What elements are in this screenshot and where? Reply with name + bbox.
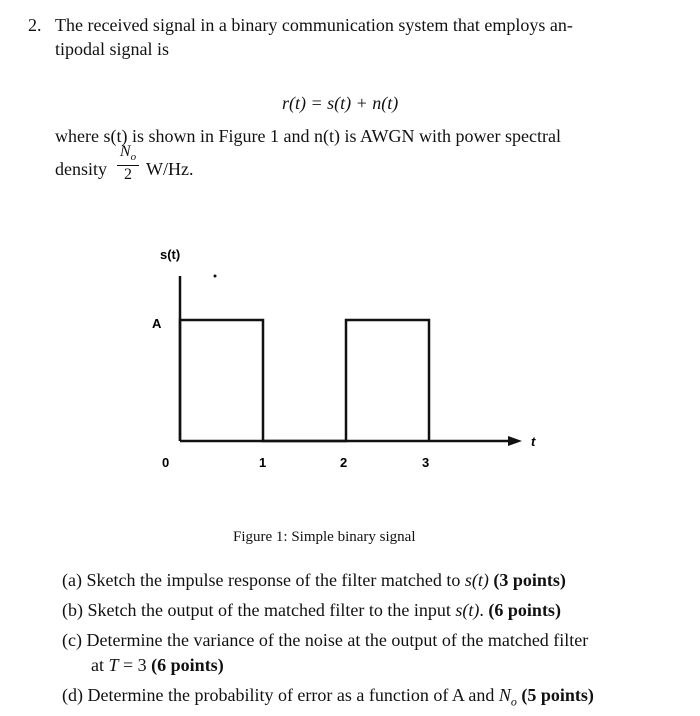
intro-line-2: tipodal signal is: [55, 39, 169, 59]
tick-label-1: 1: [259, 455, 267, 470]
fraction-denominator: 2: [124, 166, 132, 183]
amplitude-label: A: [152, 316, 162, 331]
part-d: (d) Determine the probability of error as a function of A and $N_o$ (5 points): [62, 685, 594, 709]
y-axis-label: s(t): [160, 247, 181, 262]
x-axis-arrow: [508, 436, 522, 446]
where-line: where s(t) is shown in Figure 1 and n(t) is AWGN with power spectral: [55, 126, 561, 146]
density-word: density: [55, 159, 107, 179]
x-axis-label: t: [531, 434, 536, 449]
density-unit: W/Hz.: [146, 159, 194, 179]
figure-caption: Figure 1: Simple binary signal: [233, 529, 416, 545]
part-c-line-2: at T = 3 (6 points): [91, 655, 224, 675]
signal-waveform: [180, 320, 429, 441]
equation: r(t) = s(t) + n(t): [282, 93, 399, 113]
tick-label-3: 3: [422, 455, 430, 470]
part-a: (a) Sketch the impulse response of the filter matched to s(t) (3 points): [62, 570, 566, 590]
part-b: (b) Sketch the output of the matched filter to the input s(t). (6 points): [62, 600, 561, 620]
problem-number: 2.: [28, 15, 42, 35]
origin-label: 0: [162, 455, 170, 470]
tick-label-2: 2: [340, 455, 348, 470]
fraction-numerator: $N_o$: [119, 143, 137, 164]
stray-dot: [214, 275, 217, 278]
intro-line-1: The received signal in a binary communication system that employs an-: [55, 15, 573, 35]
part-c-line-1: (c) Determine the variance of the noise at the output of the matched filter: [62, 630, 589, 650]
